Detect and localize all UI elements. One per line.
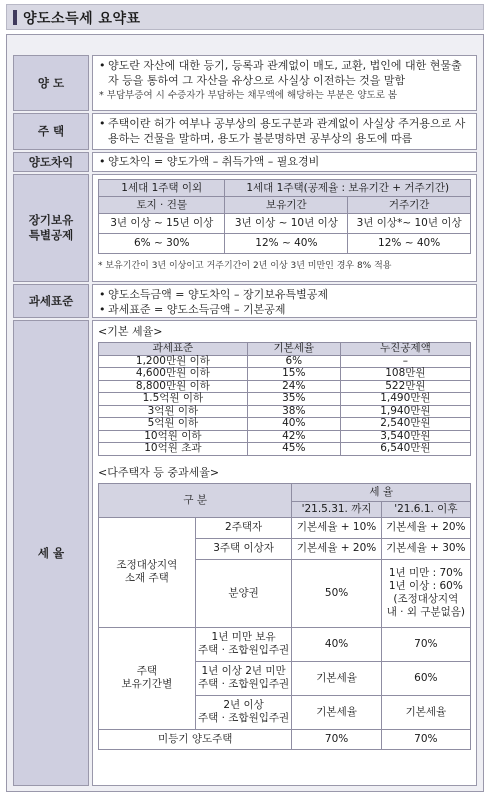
period-1y-2y-line2: 주택 · 조합원입주권 [197, 678, 290, 690]
period-over-2y-line2: 주택 · 조합원입주권 [197, 712, 290, 724]
period-under-1y-after: 70% [381, 627, 470, 661]
label-base: 과세표준 [13, 284, 89, 318]
title-marker [13, 10, 17, 25]
period-under-1y-line2: 주택 · 조합원입주권 [197, 644, 290, 656]
holding-period-line1: 주택 [136, 665, 157, 677]
section-longterm [7, 174, 483, 282]
cell: 35% [247, 393, 340, 406]
section-transfer [7, 55, 483, 111]
basic-header-base: 과세표준 [99, 343, 248, 356]
lt-header-hold: 보유기간 [225, 197, 348, 214]
lt-period-other: 3년 이상 ~ 15년 이상 [99, 214, 225, 234]
table-row [99, 380, 471, 393]
lt-rate-hold: 12% ~ 40% [225, 234, 348, 254]
holding-period-line2: 보유기간별 [121, 678, 173, 690]
title-bar [6, 4, 484, 30]
lt-period-hold: 3년 이상 ~ 10년 이상 [225, 214, 348, 234]
basic-rate-title: <기본 세율> [98, 325, 163, 338]
presale-after-line1: 1년 미만 : 70% [388, 567, 463, 579]
table-row [99, 405, 471, 418]
table-row [99, 393, 471, 406]
cell: 4,600만원 이하 [99, 368, 248, 381]
section-rate [7, 320, 483, 786]
two-houses-after: 기본세율 + 20% [381, 517, 470, 538]
cell: 2,540만원 [340, 418, 470, 431]
lt-header-other: 1세대 1주택 이외 [99, 180, 225, 197]
cell: 6% [247, 355, 340, 368]
cell: 1.5억원 이하 [99, 393, 248, 406]
cell: 108만원 [340, 368, 470, 381]
presale-after-line4: 내 · 외 구분없음) [386, 606, 465, 618]
label-gain: 양도차익 [13, 152, 89, 172]
cell: 40% [247, 418, 340, 431]
lt-header-live: 거주기간 [348, 197, 471, 214]
label-longterm [13, 174, 89, 282]
base-formula-1: • 양도소득금액 = 양도차익 – 장기보유특별공제 [99, 287, 470, 302]
cell: 522만원 [340, 380, 470, 393]
basic-rate-table [98, 342, 471, 456]
content-base [92, 284, 477, 318]
label-longterm-line2: 특별공제 [28, 228, 74, 242]
cell: 8,800만원 이하 [99, 380, 248, 393]
cell: 6,540만원 [340, 443, 470, 456]
adj-area-line2: 소재 주택 [124, 572, 169, 584]
section-base [7, 284, 483, 318]
longterm-deduction-table [98, 179, 471, 254]
cell: 45% [247, 443, 340, 456]
table-row [99, 355, 471, 368]
heavy-rate-title: <다주택자 등 중과세율> [98, 465, 220, 479]
lt-header-land: 토지 · 건물 [99, 197, 225, 214]
label-longterm-line1: 장기보유 [28, 213, 74, 227]
content-transfer [92, 55, 477, 111]
period-under-1y [195, 627, 292, 661]
period-1y-2y-before: 기본세율 [292, 661, 381, 695]
cell: 3,540만원 [340, 430, 470, 443]
two-houses: 2주택자 [195, 517, 292, 538]
unregistered-house: 미등기 양도주택 [99, 729, 292, 749]
period-over-2y [195, 695, 292, 729]
content-rate [92, 320, 477, 786]
cell: 1,200만원 이하 [99, 355, 248, 368]
cell: 15% [247, 368, 340, 381]
heavy-rate-table [98, 483, 471, 750]
cell: 10억원 이하 [99, 430, 248, 443]
content-house [92, 113, 477, 150]
presale-after-line2: 1년 이상 : 60% [388, 580, 463, 592]
two-houses-before: 기본세율 + 10% [292, 517, 381, 538]
label-rate: 세 율 [13, 320, 89, 786]
label-house: 주 택 [13, 113, 89, 150]
presale-after [381, 559, 470, 627]
cell: 38% [247, 405, 340, 418]
cell: 3억원 이하 [99, 405, 248, 418]
content-longterm [92, 174, 477, 282]
presale-after-line3: (조정대상지역 [393, 593, 459, 605]
period-over-2y-line1: 2년 이상 [223, 699, 264, 711]
adj-area-line1: 조정대상지역 [116, 559, 178, 571]
period-1y-2y-after: 60% [381, 661, 470, 695]
cell: 5억원 이하 [99, 418, 248, 431]
cell: – [340, 355, 470, 368]
period-1y-2y [195, 661, 292, 695]
cell: 24% [247, 380, 340, 393]
cell: 1,940만원 [340, 405, 470, 418]
basic-header-rate: 기본세율 [247, 343, 340, 356]
longterm-note: * 보유기간이 3년 이상이고 거주기간이 2년 이상 3년 미만인 경우 8% 적용 [98, 261, 392, 271]
lt-header-single: 1세대 1주택(공제율 : 보유기간 + 거주기간) [225, 180, 471, 197]
period-under-1y-before: 40% [292, 627, 381, 661]
presale-right: 분양권 [195, 559, 292, 627]
base-formula-2: • 과세표준 = 양도소득금액 – 기본공제 [99, 302, 470, 317]
table-row [99, 368, 471, 381]
unregistered-after: 70% [381, 729, 470, 749]
section-house [7, 113, 483, 150]
lt-rate-live: 12% ~ 40% [348, 234, 471, 254]
transfer-definition: • 양도란 자산에 대한 등기, 등록과 관계없이 매도, 교환, 법인에 대한 현물출자 등을 통하여 그 자산을 유상으로 사실상 이전하는 것을 말함 [99, 58, 470, 88]
summary-table [6, 34, 484, 792]
section-gain [7, 152, 483, 172]
table-row [99, 443, 471, 456]
basic-header-deduct: 누진공제액 [340, 343, 470, 356]
heavy-header-before: '21.5.31. 까지 [292, 501, 381, 517]
period-under-1y-line1: 1년 미만 보유 [211, 631, 276, 643]
table-row [99, 418, 471, 431]
cell: 1,490만원 [340, 393, 470, 406]
label-transfer: 양 도 [13, 55, 89, 111]
three-houses-before: 기본세율 + 20% [292, 538, 381, 559]
period-1y-2y-line1: 1년 이상 2년 미만 [201, 665, 286, 677]
presale-before: 50% [292, 559, 381, 627]
lt-rate-other: 6% ~ 30% [99, 234, 225, 254]
holding-period-label [99, 627, 196, 729]
table-row [99, 430, 471, 443]
three-houses-after: 기본세율 + 30% [381, 538, 470, 559]
content-gain [92, 152, 477, 172]
heavy-header-after: '21.6.1. 이후 [381, 501, 470, 517]
heavy-header-gubun: 구 분 [99, 483, 292, 517]
period-over-2y-after: 기본세율 [381, 695, 470, 729]
heavy-header-rate: 세 율 [292, 483, 471, 501]
house-definition: • 주택이란 허가 여부나 공부상의 용도구분과 관계없이 사실상 주거용으로 사용하는 건물을 말하며, 용도가 불분명하면 공부상의 용도에 따름 [99, 116, 470, 146]
adj-area-label [99, 517, 196, 627]
cell: 42% [247, 430, 340, 443]
unregistered-before: 70% [292, 729, 381, 749]
page-title: 양도소득세 요약표 [23, 11, 141, 27]
three-houses: 3주택 이상자 [195, 538, 292, 559]
gain-formula: • 양도차익 = 양도가액 – 취득가액 – 필요경비 [99, 154, 470, 169]
lt-period-live: 3년 이상*~ 10년 이상 [348, 214, 471, 234]
transfer-note: * 부담부증여 시 수증자가 부담하는 채무액에 해당하는 부분은 양도로 봄 [99, 90, 398, 101]
period-over-2y-before: 기본세율 [292, 695, 381, 729]
cell: 10억원 초과 [99, 443, 248, 456]
